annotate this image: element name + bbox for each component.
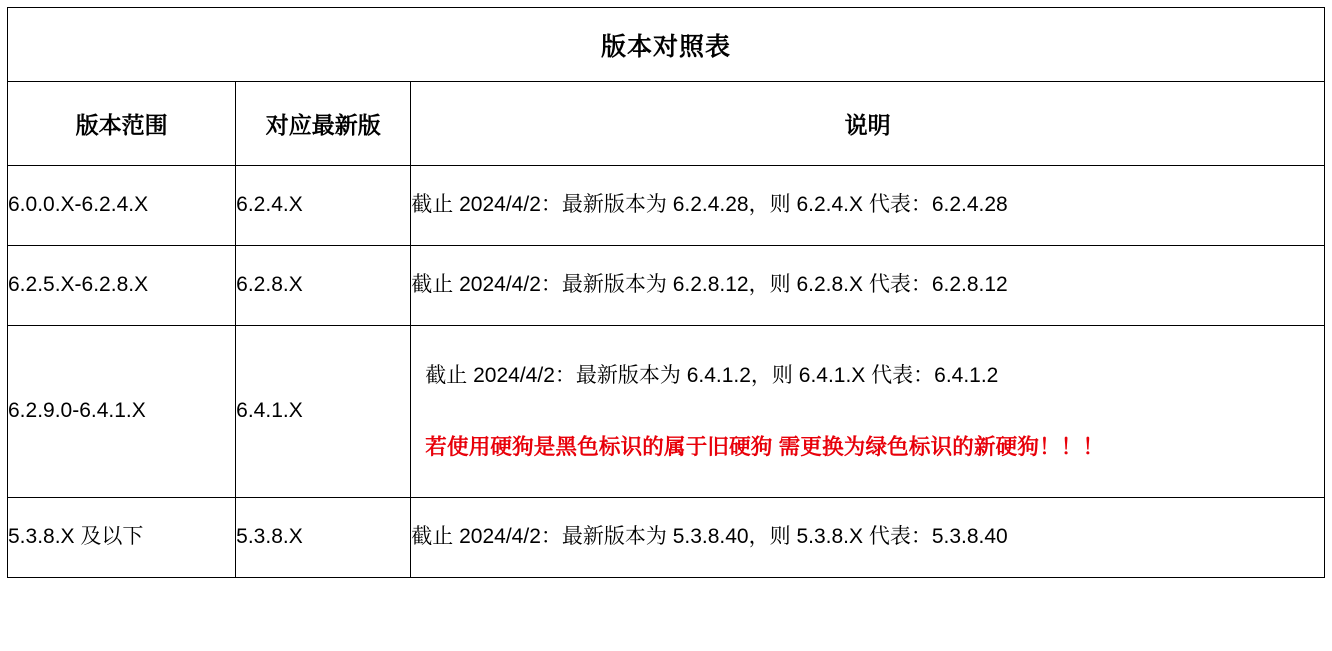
- cell-description: 截止 2024/4/2：最新版本为 6.2.4.28，则 6.2.4.X 代表：6.2.4.28: [411, 166, 1325, 246]
- table-title: 版本对照表: [8, 8, 1325, 82]
- cell-version-range: 5.3.8.X 及以下: [8, 498, 236, 578]
- cell-version-range: 6.2.9.0-6.4.1.X: [8, 326, 236, 498]
- cell-description: [411, 326, 1325, 498]
- table-row: [8, 166, 1325, 246]
- description-text: 截止 2024/4/2：最新版本为 6.4.1.2，则 6.4.1.X 代表：6.4.1.2: [425, 363, 999, 387]
- warning-text: 若使用硬狗是黑色标识的属于旧硬狗 需更换为绿色标识的新硬狗！！！: [425, 435, 1105, 460]
- cell-latest-version: 6.4.1.X: [236, 326, 411, 498]
- cell-version-range: 6.0.0.X-6.2.4.X: [8, 166, 236, 246]
- table-title-row: [8, 8, 1325, 82]
- column-header-range: 版本范围: [8, 82, 236, 166]
- cell-latest-version: 6.2.8.X: [236, 246, 411, 326]
- table-row: [8, 246, 1325, 326]
- cell-latest-version: 6.2.4.X: [236, 166, 411, 246]
- cell-description: 截止 2024/4/2：最新版本为 5.3.8.40，则 5.3.8.X 代表：5.3.8.40: [411, 498, 1325, 578]
- table-row: [8, 326, 1325, 498]
- table-header-row: [8, 82, 1325, 166]
- column-header-description: 说明: [411, 82, 1325, 166]
- table-row: [8, 498, 1325, 578]
- version-comparison-table: [7, 7, 1325, 578]
- cell-latest-version: 5.3.8.X: [236, 498, 411, 578]
- cell-description: 截止 2024/4/2：最新版本为 6.2.8.12，则 6.2.8.X 代表：6.2.8.12: [411, 246, 1325, 326]
- column-header-latest: 对应最新版: [236, 82, 411, 166]
- description-block: [411, 350, 1324, 474]
- cell-version-range: 6.2.5.X-6.2.8.X: [8, 246, 236, 326]
- document-page: [0, 7, 1332, 651]
